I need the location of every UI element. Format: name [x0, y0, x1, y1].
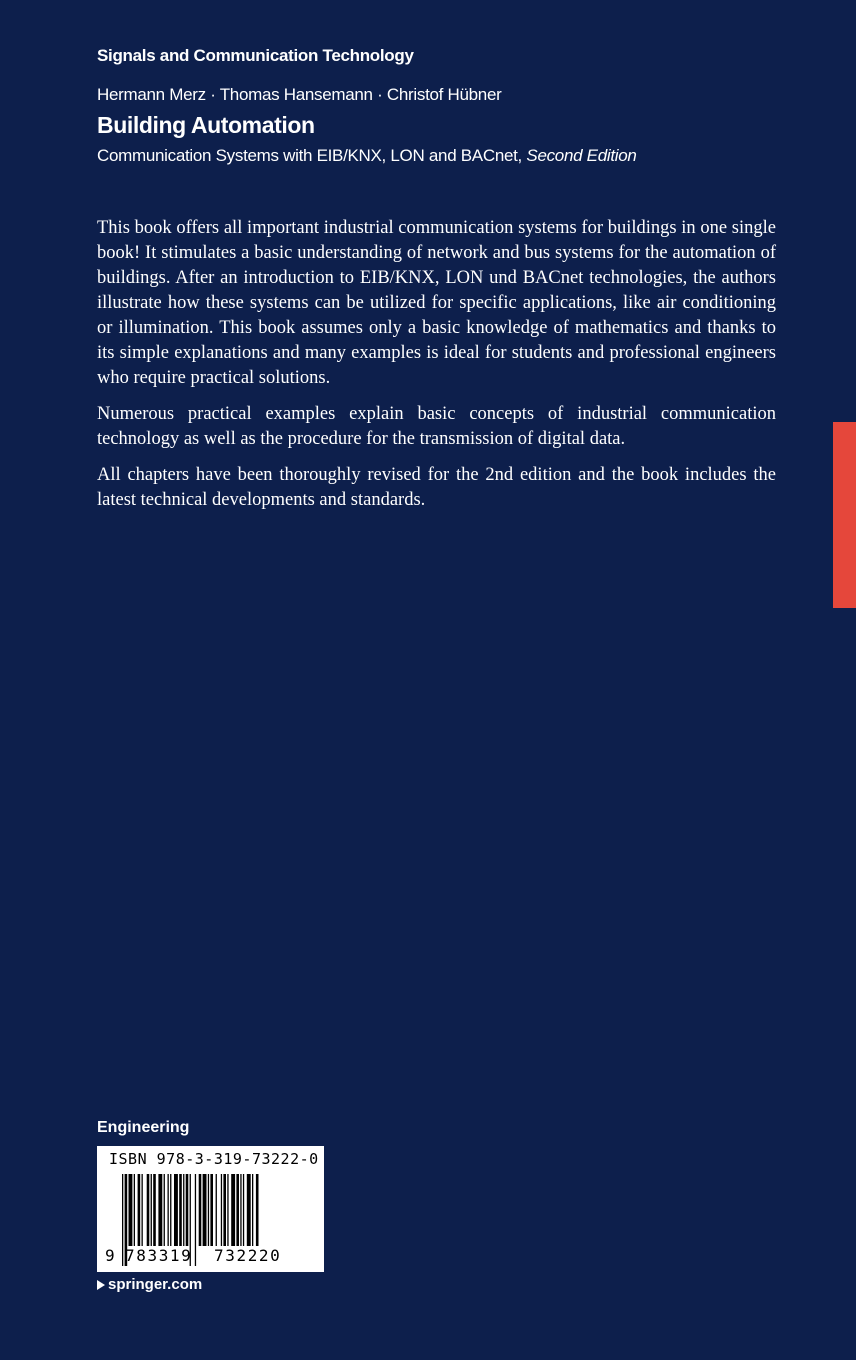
barcode-digits-left: 783319: [125, 1246, 193, 1265]
publisher-url: springer.com: [108, 1276, 203, 1293]
barcode-bar: [243, 1174, 244, 1246]
subtitle-main: Communication Systems with EIB/KNX, LON and BACnet,: [97, 146, 527, 165]
barcode-bar: [151, 1174, 152, 1246]
series-title: Signals and Communication Technology: [97, 46, 414, 65]
publisher-link[interactable]: [97, 1276, 202, 1293]
barcode-bar: [252, 1174, 253, 1246]
barcode-bar: [179, 1174, 182, 1246]
subtitle-edition: Second Edition: [526, 146, 637, 165]
isbn-barcode: [97, 1146, 324, 1272]
barcode-bar: [231, 1174, 235, 1246]
barcode-bar: [134, 1174, 135, 1246]
barcode-bar: [138, 1174, 141, 1246]
description-paragraph-1: This book offers all important industrial communication systems for buildings in one single book! It stimulates a basic understanding of network and bus systems for the automation of buildings. After an introduction to EIB/KNX, LON und BACnet technologies, the authors illustrate how these systems can be utilized for specific applications, like air conditioning or illumination. This book assumes only a basic knowledge of mathematics and thanks to its simple explanations and many examples is ideal for students and professional engineers who require practical solutions.: [97, 218, 776, 388]
subject-category: Engineering: [97, 1119, 190, 1136]
barcode-bar: [221, 1174, 222, 1246]
barcode-bar: [227, 1174, 228, 1246]
barcode-bar: [142, 1174, 143, 1246]
barcode-bar: [147, 1174, 150, 1246]
description-paragraph-2: Numerous practical examples explain basic concepts of industrial communication technology as well as the procedure for the transmission of digital data.: [97, 404, 776, 449]
barcode-bar: [195, 1174, 196, 1266]
isbn-label: ISBN 978-3-319-73222-0: [109, 1150, 319, 1168]
barcode-bar: [168, 1174, 169, 1246]
book-title: Building Automation: [97, 112, 315, 138]
barcode-bar: [174, 1174, 178, 1246]
barcode-bar: [256, 1174, 259, 1246]
barcode-bar: [216, 1174, 217, 1246]
barcode-bar: [153, 1174, 156, 1246]
barcode-bar: [164, 1174, 165, 1246]
barcode-bar: [183, 1174, 184, 1246]
barcode-digits-right: 732220: [214, 1246, 282, 1265]
red-spine-tab: [833, 422, 856, 608]
barcode-first-digit: 9: [105, 1246, 115, 1265]
book-subtitle: [97, 146, 637, 166]
barcode-bar: [240, 1174, 241, 1246]
barcode-bar: [223, 1174, 226, 1246]
barcode-bar: [247, 1174, 251, 1246]
triangle-arrow-icon: [97, 1280, 105, 1290]
authors-line: Hermann Merz · Thomas Hansemann · Christof Hübner: [97, 85, 502, 104]
book-description: [97, 216, 776, 524]
barcode-bar: [186, 1174, 189, 1246]
barcode-bar: [199, 1174, 202, 1246]
barcode-bar: [208, 1174, 209, 1246]
barcode-bar: [203, 1174, 207, 1246]
barcode-bar: [129, 1174, 133, 1246]
barcode-bar: [122, 1174, 123, 1266]
description-paragraph-3: All chapters have been thoroughly revised for the 2nd edition and the book includes the latest technical developments and standards.: [97, 465, 776, 510]
barcode-bar: [158, 1174, 162, 1246]
barcode-bar: [210, 1174, 213, 1246]
barcode-bar: [236, 1174, 239, 1246]
barcode-bar: [170, 1174, 171, 1246]
